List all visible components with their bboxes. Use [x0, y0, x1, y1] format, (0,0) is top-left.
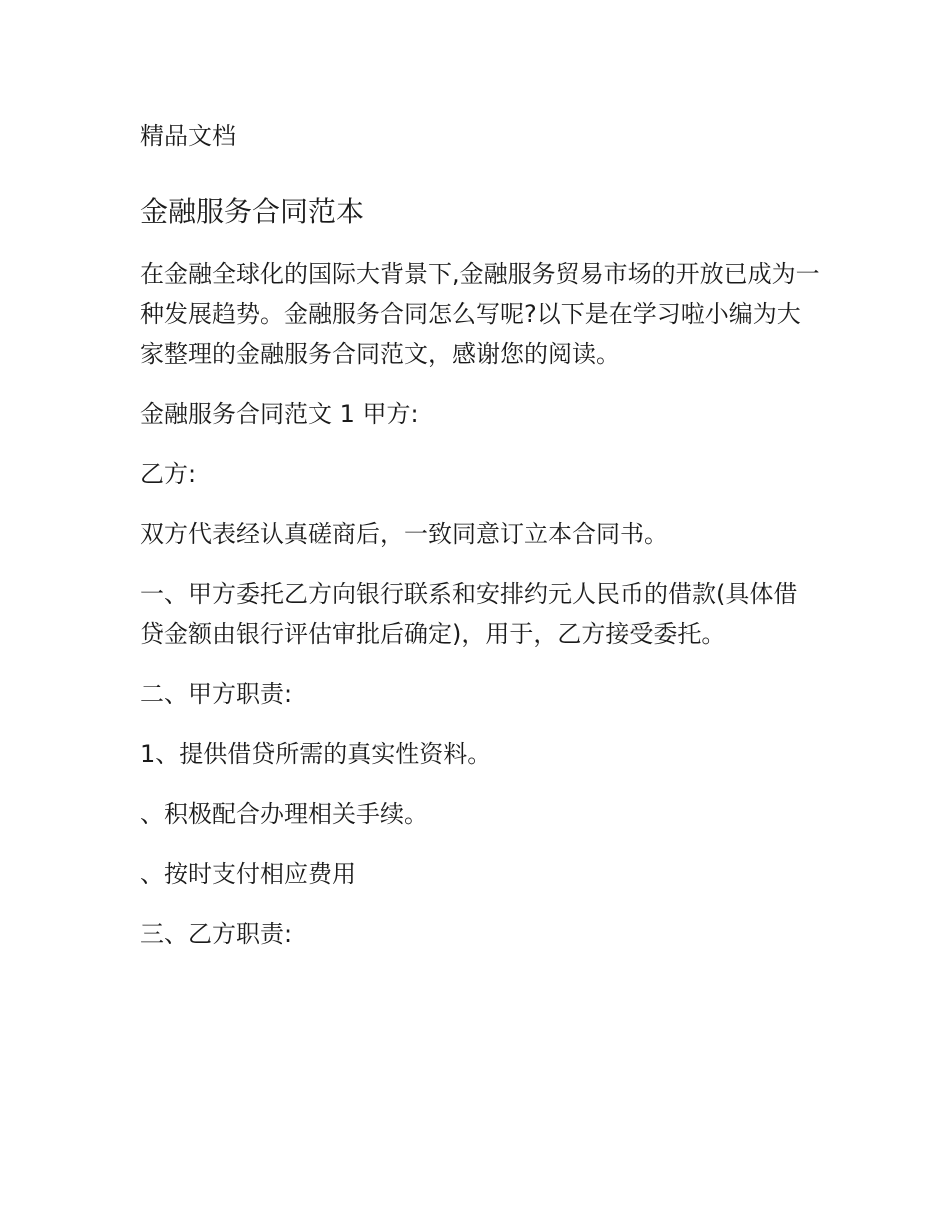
- paragraph-clause-3-heading: 三、乙方职责:: [140, 920, 293, 948]
- paragraph-duty-3: 、按时支付相应费用: [140, 860, 356, 888]
- document-header: 精品文档: [140, 122, 236, 150]
- paragraph-agreement: 双方代表经认真磋商后，一致同意订立本合同书。: [140, 520, 668, 548]
- document-title: 金融服务合同范本: [140, 195, 365, 228]
- paragraph-clause-1: 一、甲方委托乙方向银行联系和安排约元人民币的借款(具体借贷金额由银行评估审批后确定)，用于，乙方接受委托。: [140, 580, 798, 648]
- paragraph-intro: 在金融全球化的国际大背景下,金融服务贸易市场的开放已成为一种发展趋势。金融服务合同怎么写呢?以下是在学习啦小编为大家整理的金融服务合同范文，感谢您的阅读。: [140, 260, 820, 368]
- paragraph-clause-2-heading: 二、甲方职责:: [140, 680, 293, 708]
- paragraph-party-a: 金融服务合同范文 1 甲方:: [140, 400, 419, 428]
- paragraph-duty-1: 1、提供借贷所需的真实性资料。: [140, 740, 492, 768]
- paragraph-party-b: 乙方:: [140, 460, 197, 488]
- paragraph-duty-2: 、积极配合办理相关手续。: [140, 800, 428, 828]
- document-content: [140, 116, 820, 974]
